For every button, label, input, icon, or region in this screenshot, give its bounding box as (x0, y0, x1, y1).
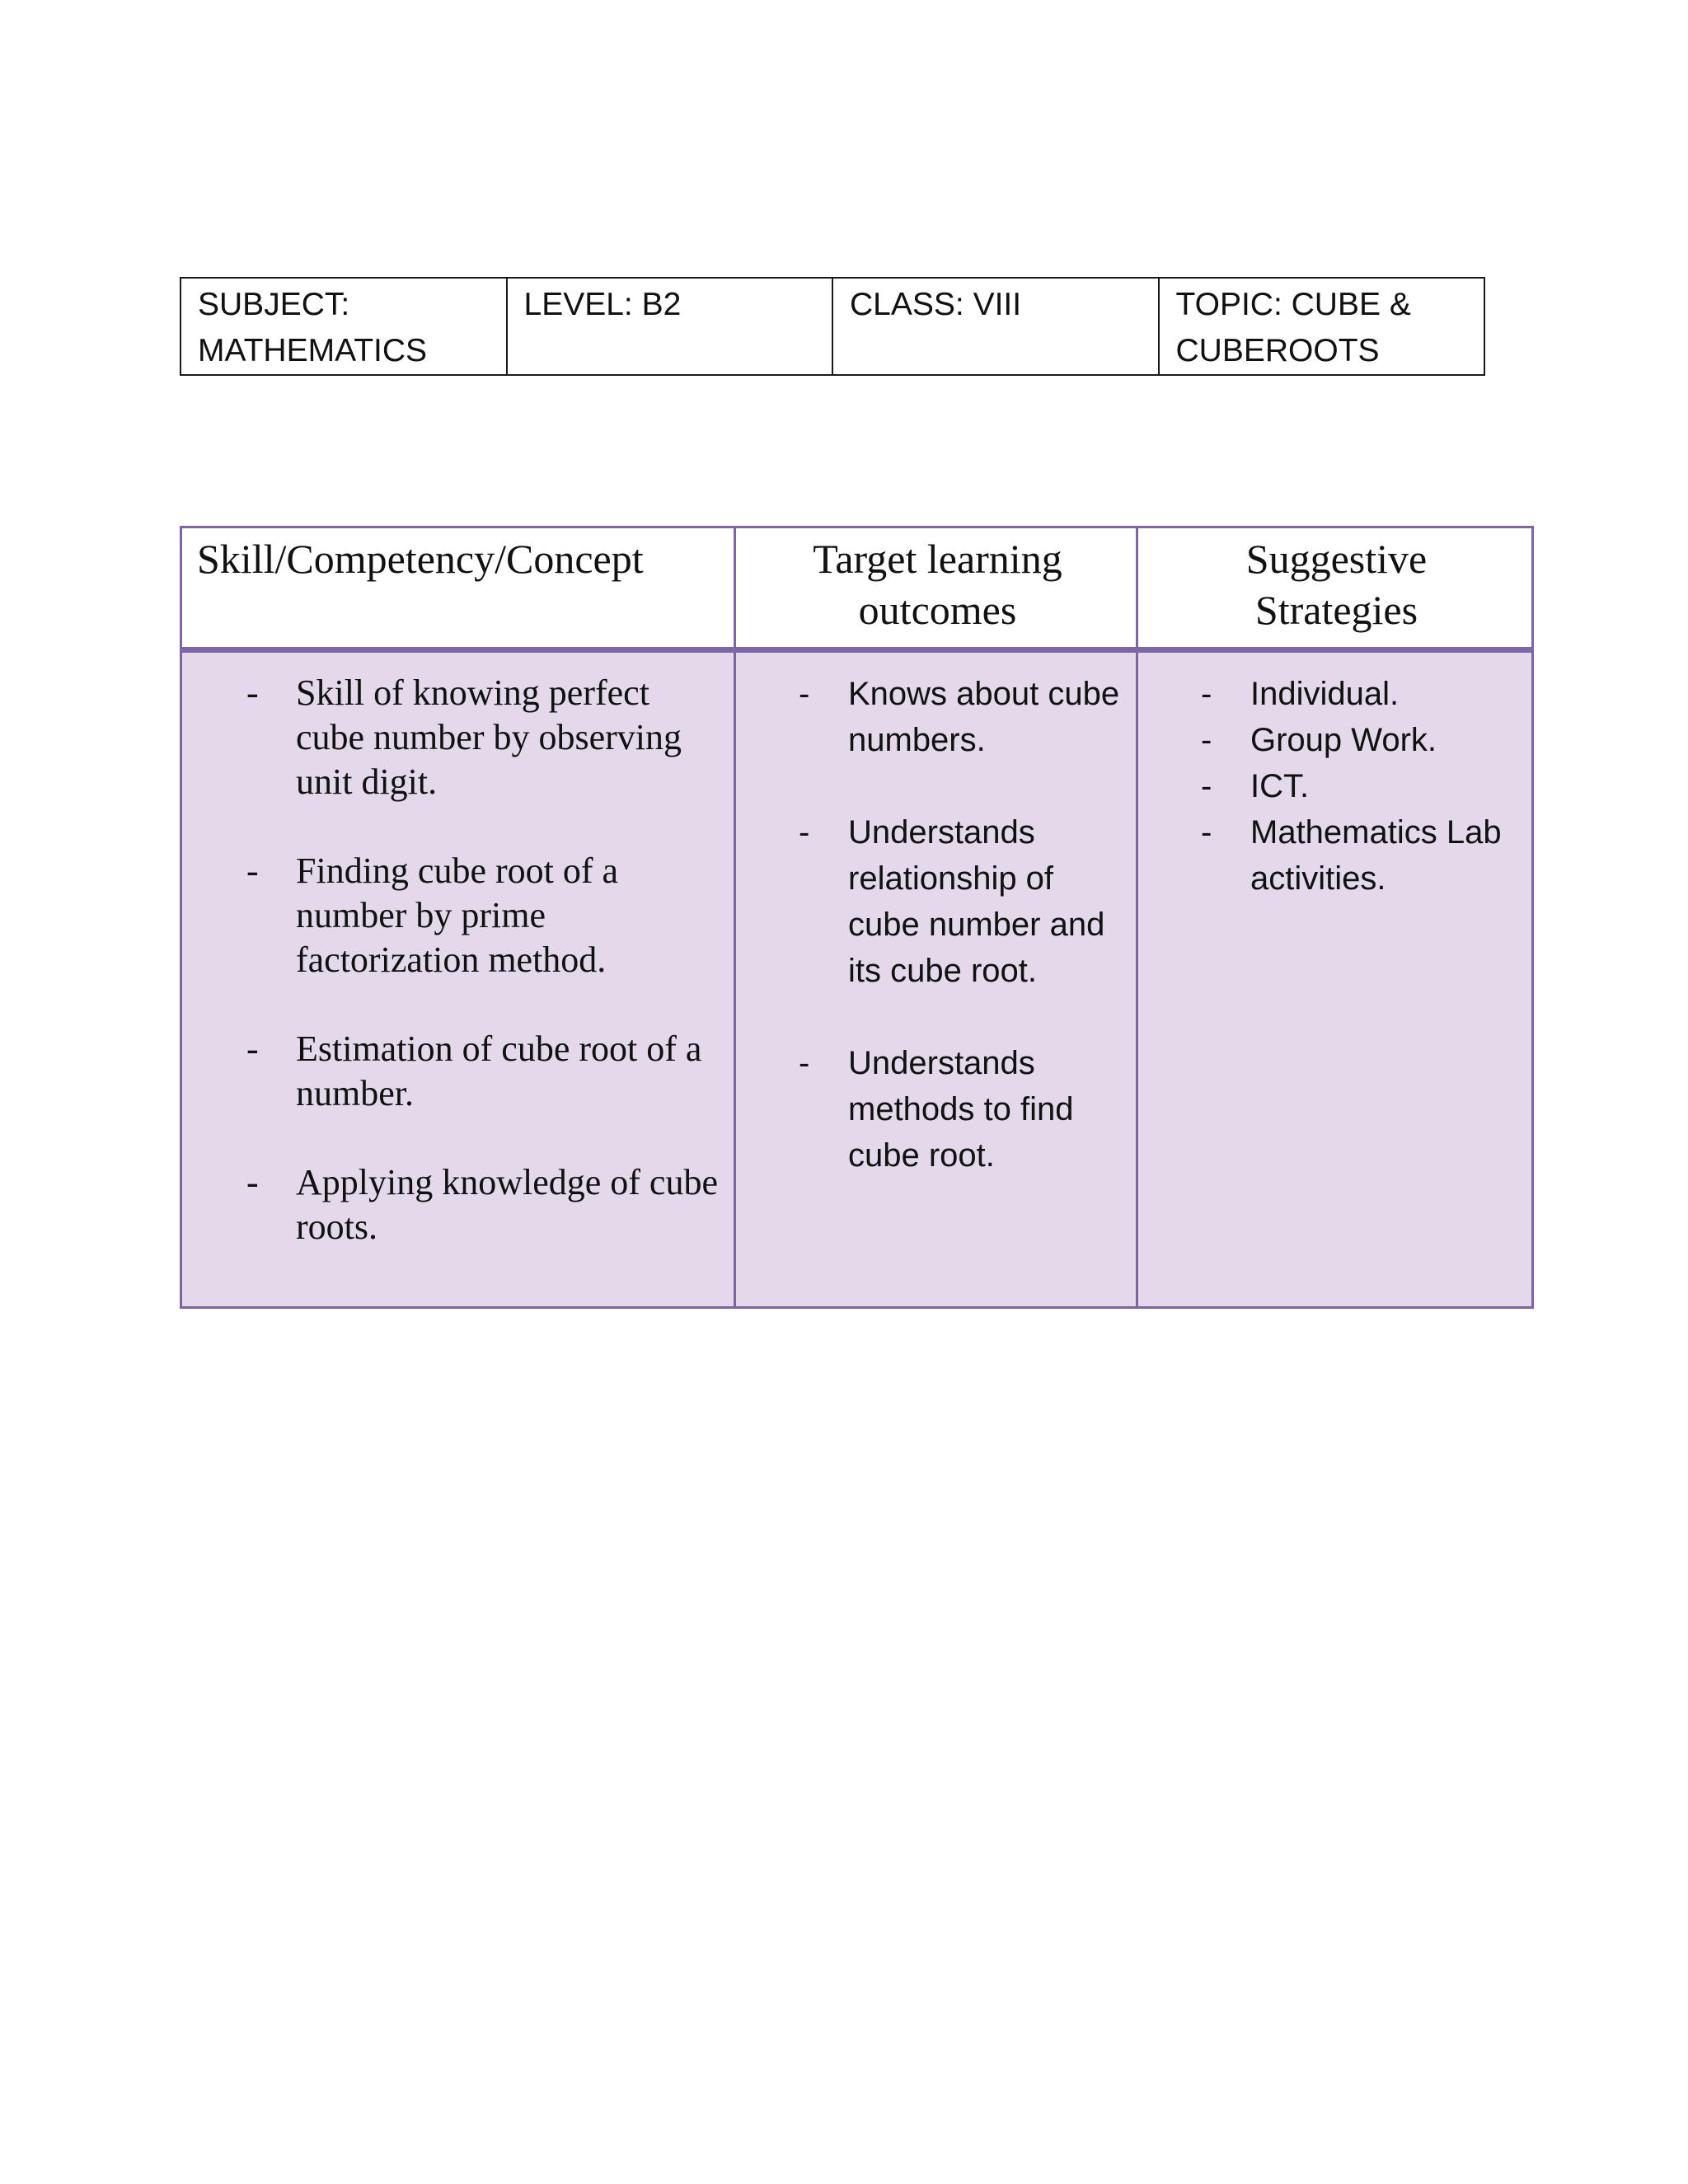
lesson-plan-header-row (181, 527, 1533, 650)
target-list (736, 671, 1124, 1179)
class-cell: CLASS: VIII (832, 278, 1159, 375)
list-item (736, 809, 1124, 994)
header-skill-competency-concept: Skill/Competency/Concept (181, 527, 735, 650)
strategy-item-text: ICT. (1250, 768, 1310, 804)
header-suggestive-strategies (1137, 527, 1533, 650)
list-item (1138, 671, 1520, 717)
list-item (736, 1040, 1124, 1179)
bullet-dash: - (799, 1045, 810, 1081)
target-item-text: Understands methods to find cube root. (848, 1045, 1074, 1174)
strategy-item-text: Mathematics Lab activities. (1250, 814, 1502, 897)
skill-item-text: Estimation of cube root of a number. (296, 1029, 702, 1113)
header-strategies-text: Suggestive Strategies (1245, 536, 1428, 633)
list-item (182, 849, 722, 982)
bullet-dash: - (799, 676, 810, 712)
bullet-dash: - (799, 814, 810, 851)
skill-column-cell (181, 650, 735, 1308)
list-item (1138, 809, 1520, 902)
list-item (182, 1027, 722, 1116)
bullet-dash: - (246, 1162, 259, 1202)
list-item (736, 671, 1124, 763)
strategy-item-text: Group Work. (1250, 722, 1437, 758)
bullet-dash: - (1201, 722, 1212, 758)
strategies-list (1138, 671, 1520, 902)
subject-cell: SUBJECT: MATHEMATICS (181, 278, 507, 375)
skill-item-text: Finding cube root of a number by prime factorization method. (296, 851, 619, 980)
lesson-info-row (181, 278, 1484, 375)
header-target-text: Target learning outcomes (813, 536, 1062, 633)
bullet-dash: - (1201, 676, 1212, 712)
header-target-learning-outcomes (735, 527, 1137, 650)
topic-cell: TOPIC: CUBE & CUBEROOTS (1159, 278, 1485, 375)
target-item-text: Knows about cube numbers. (848, 676, 1120, 758)
bullet-dash: - (1201, 768, 1212, 804)
lesson-info-table (180, 277, 1485, 376)
skill-item-text: Applying knowledge of cube roots. (296, 1162, 718, 1247)
list-item (1138, 763, 1520, 809)
bullet-dash: - (246, 673, 259, 713)
target-item-text: Understands relationship of cube number and its cube root. (848, 814, 1105, 989)
lesson-plan-body-row (181, 650, 1533, 1308)
bullet-dash: - (1201, 814, 1212, 851)
list-item (1138, 717, 1520, 763)
skill-item-text: Skill of knowing perfect cube number by observing unit digit. (296, 673, 682, 802)
strategies-column-cell (1137, 650, 1533, 1308)
lesson-plan-table (180, 526, 1534, 1309)
level-cell: LEVEL: B2 (507, 278, 833, 375)
bullet-dash: - (246, 851, 259, 891)
strategy-item-text: Individual. (1250, 676, 1400, 712)
list-item (182, 671, 722, 804)
bullet-dash: - (246, 1029, 259, 1069)
target-column-cell (735, 650, 1137, 1308)
skill-list (182, 671, 722, 1249)
list-item (182, 1160, 722, 1249)
